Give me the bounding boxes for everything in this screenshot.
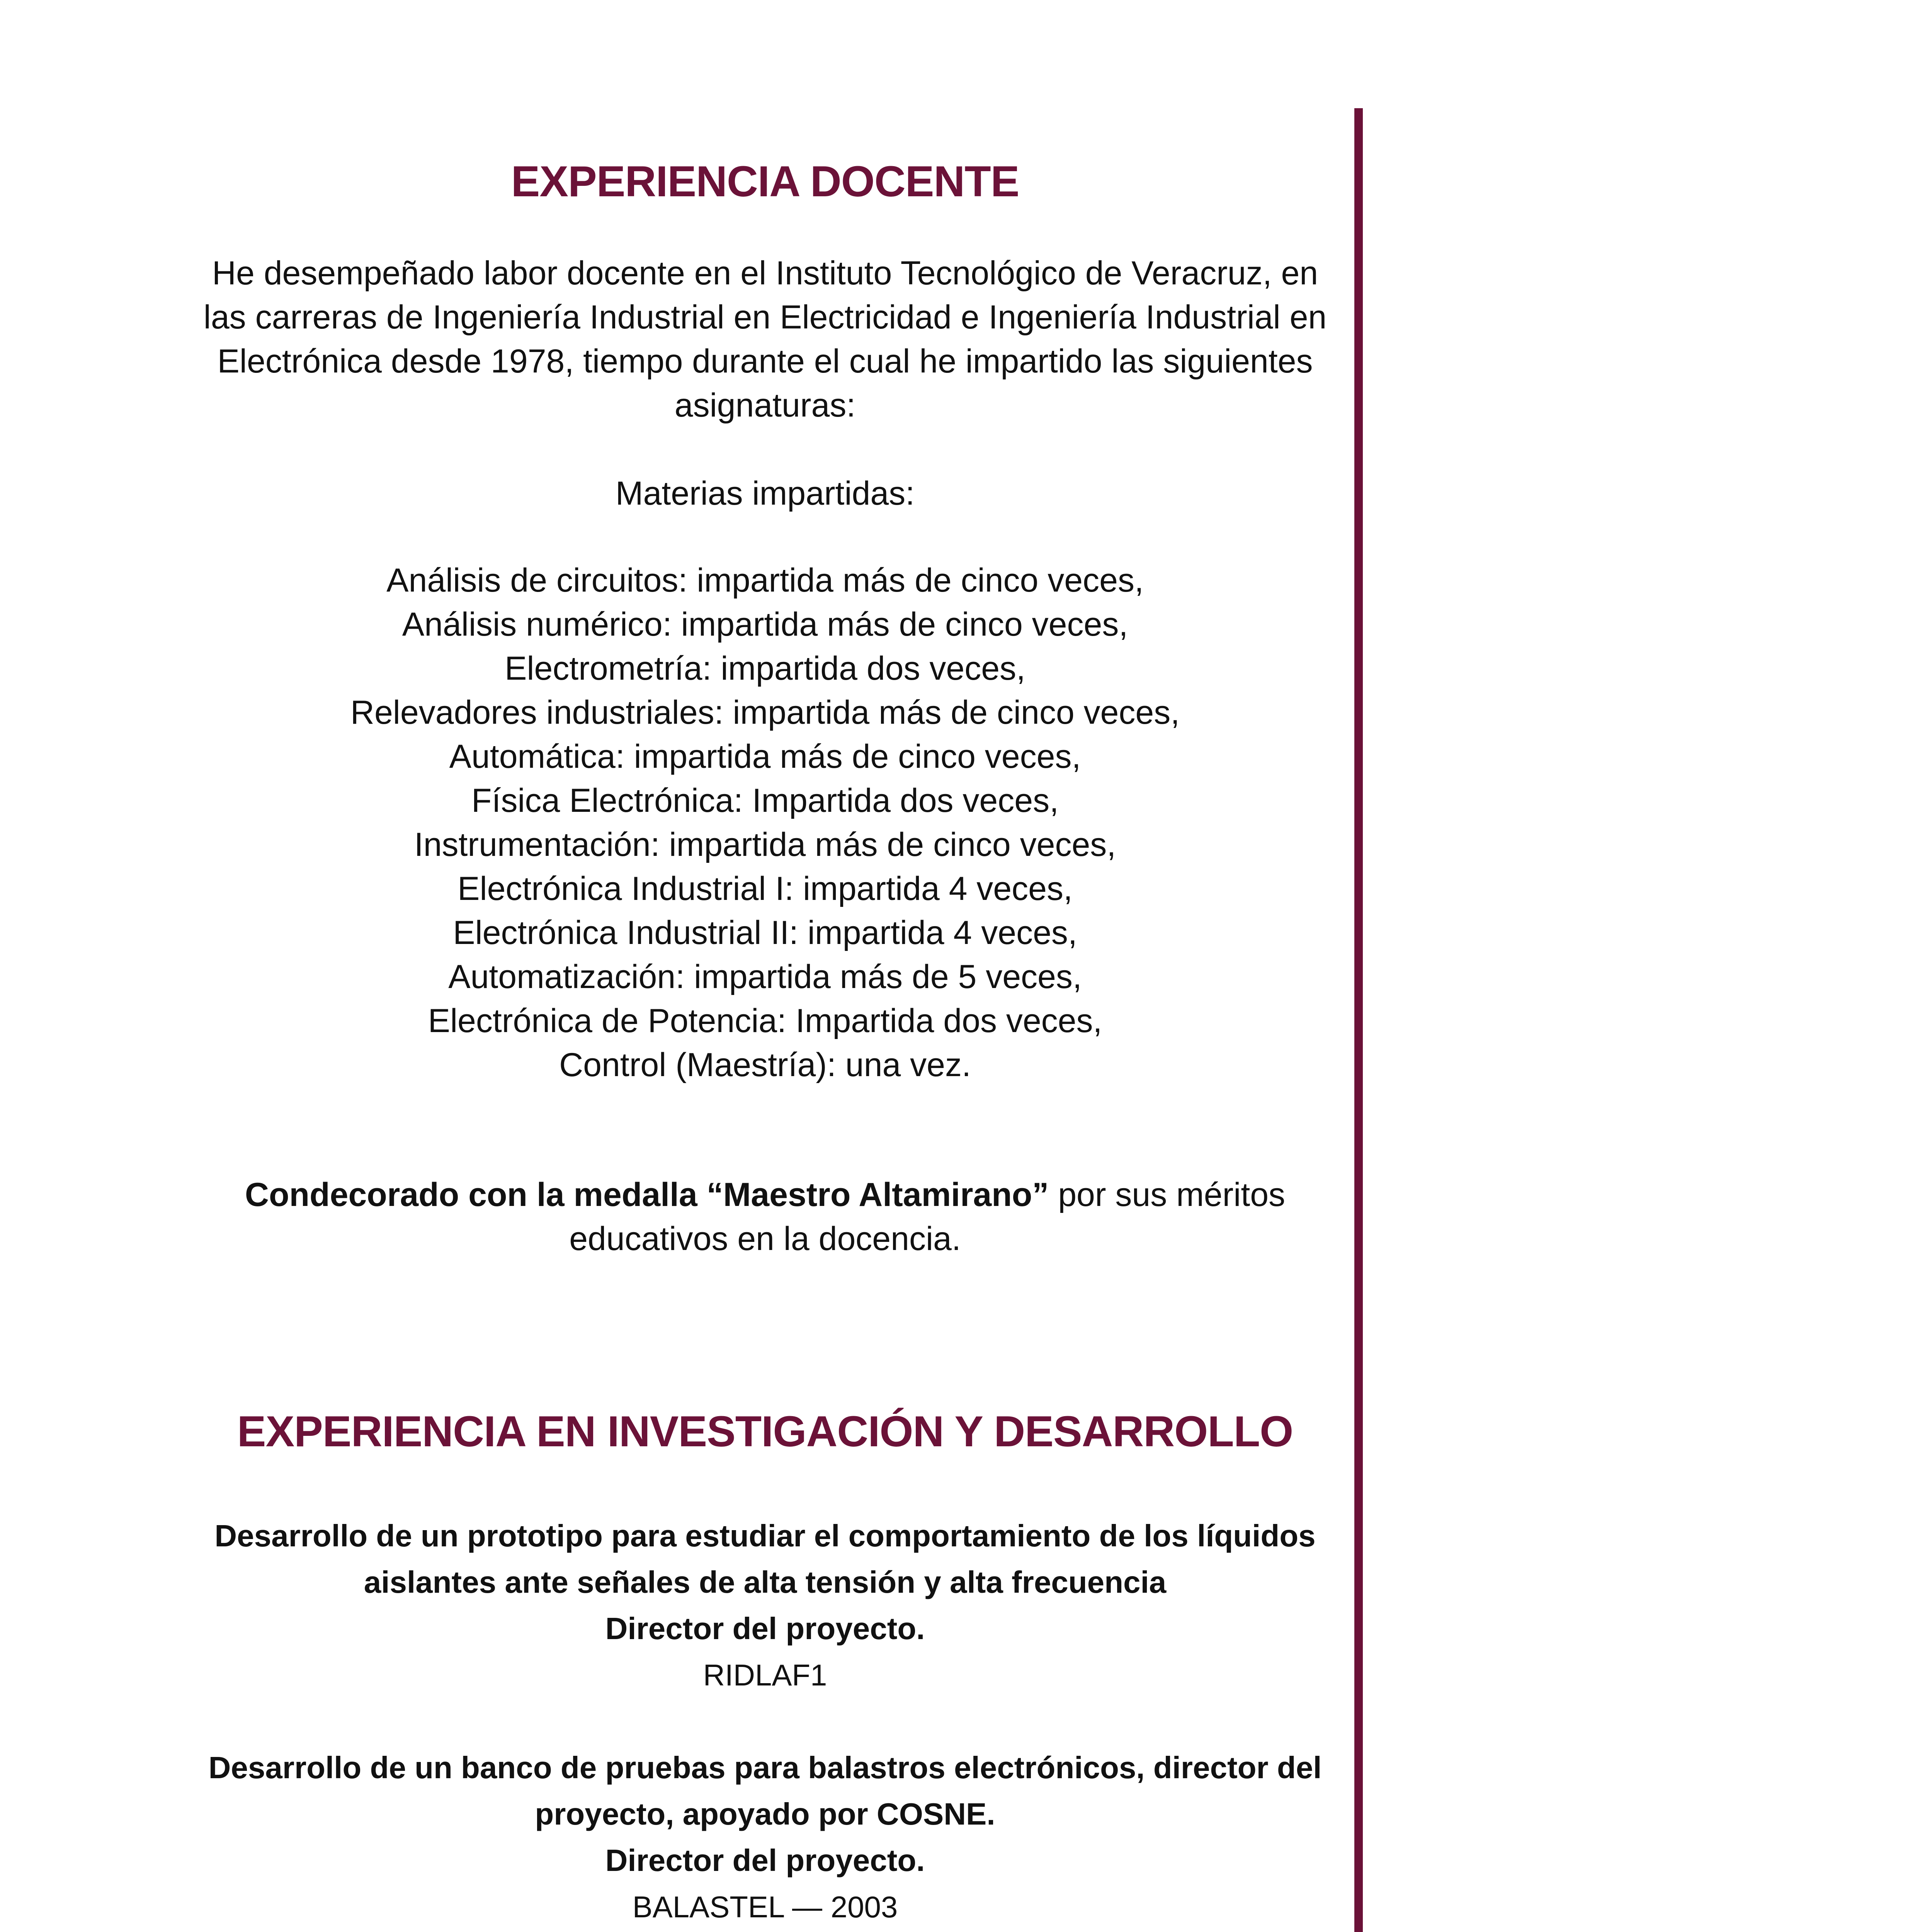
section-teaching bbox=[155, 156, 1376, 207]
award-line2: educativos en la docencia. bbox=[569, 1220, 961, 1257]
project-role: Director del proyecto. bbox=[605, 1611, 925, 1646]
intro-line: asignaturas: bbox=[674, 387, 856, 424]
subject-item: Instrumentación: impartida más de cinco veces, bbox=[414, 826, 1116, 863]
subjects-list bbox=[155, 558, 1376, 1087]
project-1 bbox=[155, 1513, 1376, 1698]
project-title: Desarrollo de un prototipo para estudiar el comportamiento de los líquidos bbox=[214, 1519, 1316, 1553]
subjects-heading: Materias impartidas: bbox=[615, 475, 915, 512]
subject-item: Electrónica Industrial II: impartida 4 veces, bbox=[453, 914, 1077, 951]
subject-item: Análisis numérico: impartida más de cinco veces, bbox=[402, 606, 1128, 643]
subject-item: Control (Maestría): una vez. bbox=[559, 1046, 971, 1083]
intro-line: las carreras de Ingeniería Industrial en Electricidad e Ingeniería Industrial en bbox=[203, 299, 1327, 336]
award-bold: Condecorado con la medalla “Maestro Altamirano” bbox=[245, 1176, 1049, 1213]
subject-item: Automatización: impartida más de 5 veces, bbox=[448, 958, 1082, 995]
intro-line: Electrónica desde 1978, tiempo durante el cual he impartido las siguientes bbox=[217, 343, 1313, 380]
project-title: Desarrollo de un banco de pruebas para balastros electrónicos, director del bbox=[208, 1750, 1322, 1785]
intro-line: He desempeñado labor docente en el Instituto Tecnológico de Veracruz, en bbox=[212, 255, 1318, 292]
subject-item: Automática: impartida más de cinco veces, bbox=[449, 738, 1081, 775]
section-research bbox=[155, 1406, 1376, 1457]
subject-item: Electrometría: impartida dos veces, bbox=[505, 650, 1026, 687]
award-rest: por sus méritos bbox=[1049, 1176, 1286, 1213]
project-title: aislantes ante señales de alta tensión y alta frecuencia bbox=[364, 1565, 1167, 1599]
project-title: proyecto, apoyado por COSNE. bbox=[535, 1797, 995, 1831]
award-statement bbox=[155, 1173, 1376, 1261]
project-2 bbox=[155, 1745, 1376, 1930]
subject-item: Análisis de circuitos: impartida más de cinco veces, bbox=[386, 562, 1144, 599]
subject-item: Física Electrónica: Impartida dos veces, bbox=[471, 782, 1059, 819]
research-heading: EXPERIENCIA EN INVESTIGACIÓN Y DESARROLLO bbox=[237, 1407, 1293, 1456]
subject-item: Electrónica de Potencia: Impartida dos veces, bbox=[428, 1002, 1102, 1039]
subjects-heading-wrap bbox=[155, 471, 1376, 515]
project-role: Director del proyecto. bbox=[605, 1843, 925, 1878]
teaching-intro bbox=[155, 251, 1376, 427]
project-code: BALASTEL — 2003 bbox=[632, 1890, 898, 1924]
subject-item: Relevadores industriales: impartida más de cinco veces, bbox=[350, 694, 1180, 731]
subject-item: Electrónica Industrial I: impartida 4 veces, bbox=[457, 870, 1073, 907]
project-code: RIDLAF1 bbox=[703, 1658, 827, 1692]
teaching-heading: EXPERIENCIA DOCENTE bbox=[511, 157, 1019, 206]
